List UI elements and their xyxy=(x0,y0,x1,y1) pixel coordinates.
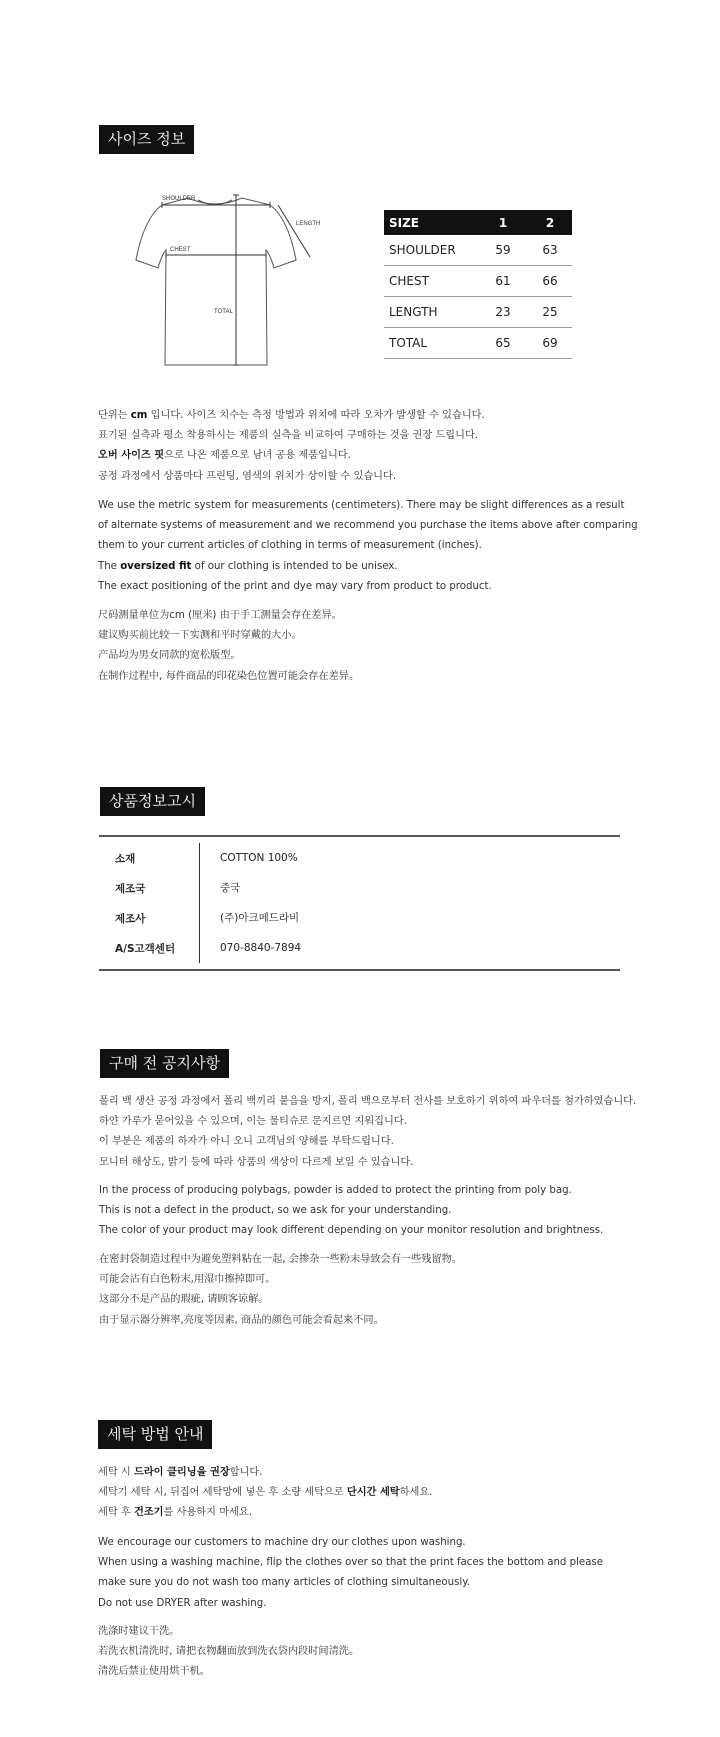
row-label: LENGTH xyxy=(389,305,438,319)
label-length: LENGTH xyxy=(296,221,321,227)
size-table-header xyxy=(384,210,572,235)
size-notes-chinese: 尺码测量单位为cm (厘米) 由于手工测量会存在差异。 建议购买前比较一下实测和平时穿戴的大小。 产品均为男女同款的宽松版型。 在制作过程中, 每件商品的印花染色位置可能会存在差异。 xyxy=(98,610,360,682)
row-label: CHEST xyxy=(389,274,429,288)
table-row xyxy=(99,843,620,873)
product-info-heading: 상품정보고시 xyxy=(100,787,205,816)
size-header-1: 1 xyxy=(498,215,508,230)
table-row xyxy=(99,903,620,933)
row-value-2: 69 xyxy=(542,336,558,350)
size-header-2: 2 xyxy=(545,215,555,230)
notice-korean: 폴리 백 생산 공정 과정에서 폴리 백끼리 붙음을 방지, 폴리 백으로부터 전사를 보호하기 위하여 파우더를 첨가하였습니다. 하얀 가루가 묻어있을 수 있으며, 이는 물티슈로 문지르면 지워집니다. 이 부분은 제품의 하자가 아니 오니 고객님의 양해를 부탁드립니다. 모니터 해상도, 밝기 등에 따라 상품의 색상이 다르게 보일 수 있습니다. xyxy=(99,1096,637,1168)
row-label: TOTAL xyxy=(389,336,428,350)
notice-chinese: 在密封袋制造过程中为避免塑料粘在一起, 会掺杂一些粉末导致会有一些残留物。 可能会沾有白色粉末,用湿巾擦掉即可。 这部分不是产品的瑕疵, 请顾客谅解。 由于显示器分辨率,亮度等因素, 商品的颜色可能会看起来不同。 xyxy=(99,1254,463,1326)
size-info-heading: 사이즈 정보 xyxy=(99,125,194,154)
label-shoulder: SHOULDER xyxy=(162,196,196,202)
washing-chinese: 洗涤时建议干洗。 若洗衣机清洗时, 请把衣物翻面放到洗衣袋内段时间清洗。 清洗后禁止使用烘干机。 xyxy=(98,1626,360,1678)
table-row xyxy=(384,266,572,297)
washing-heading: 세탁 방법 안내 xyxy=(98,1420,212,1449)
row-value-1: 65 xyxy=(495,336,511,350)
info-value: 중국 xyxy=(199,873,240,903)
row-value-2: 66 xyxy=(542,274,558,288)
table-row xyxy=(99,933,620,963)
table-row xyxy=(384,235,572,266)
table-row xyxy=(384,328,572,359)
size-header-label: SIZE xyxy=(389,215,420,230)
info-key: 소재 xyxy=(115,852,136,865)
size-notes-korean: 단위는 cm 입니다. 사이즈 치수는 측정 방법과 위치에 따라 오차가 발생할 수 있습니다. 표기된 실측과 평소 착용하시는 제품의 실측을 비교하여 구매하는 것을 권장 드립니다. 오버 사이즈 핏으로 나온 제품으로 남녀 공용 제품입니다. 공정 과정에서 상품마다 프린팅, 염색의 위치가 상이할 수 있습니다. xyxy=(98,410,485,482)
label-total: TOTAL xyxy=(214,309,233,315)
table-row xyxy=(384,297,572,328)
info-value: 070-8840-7894 xyxy=(199,933,301,963)
washing-korean: 세탁 시 드라이 클리닝을 권장합니다. 세탁기 세탁 시, 뒤집어 세탁망에 넣은 후 소량 세탁으로 단시간 세탁하세요. 세탁 후 건조기를 사용하지 마세요. xyxy=(98,1467,433,1519)
info-key: 제조사 xyxy=(115,912,146,925)
info-key: A/S고객센터 xyxy=(115,942,176,955)
row-value-2: 25 xyxy=(542,305,558,319)
size-notes-english: We use the metric system for measurements (centimeters). There may be slight differences as a result of alternate systems of measurement and we recommend you purchase the items above after comparing them to your current articles of clothing in terms of measurement (inches). The oversized fit of our clothing is intended to be unisex. The exact positioning of the print and dye may vary from product to product. xyxy=(98,500,638,592)
info-value: (주)아크메드라비 xyxy=(199,903,299,933)
notice-english: In the process of producing polybags, powder is added to protect the printing from poly bag. This is not a defect in the product, so we ask for your understanding. The color of your product may look different depending on your monitor resolution and brightness. xyxy=(99,1185,604,1237)
row-value-1: 23 xyxy=(495,305,511,319)
size-table xyxy=(384,210,572,359)
notice-heading: 구매 전 공지사항 xyxy=(100,1049,229,1078)
washing-english: We encourage our customers to machine dry our clothes upon washing. When using a washing machine, flip the clothes over so that the print faces the bottom and please make sure you do not wash too many articles of clothing simultaneously. Do not use DRYER after washing. xyxy=(98,1537,604,1609)
tshirt-size-diagram xyxy=(118,190,328,375)
label-chest: CHEST xyxy=(170,247,191,253)
info-value: COTTON 100% xyxy=(199,843,298,873)
row-value-2: 63 xyxy=(542,243,558,257)
row-label: SHOULDER xyxy=(389,243,456,257)
row-value-1: 59 xyxy=(495,243,511,257)
product-info-table xyxy=(99,835,620,971)
tshirt-outline xyxy=(136,198,296,365)
row-value-1: 61 xyxy=(495,274,511,288)
table-row xyxy=(99,873,620,903)
info-key: 제조국 xyxy=(115,882,146,895)
